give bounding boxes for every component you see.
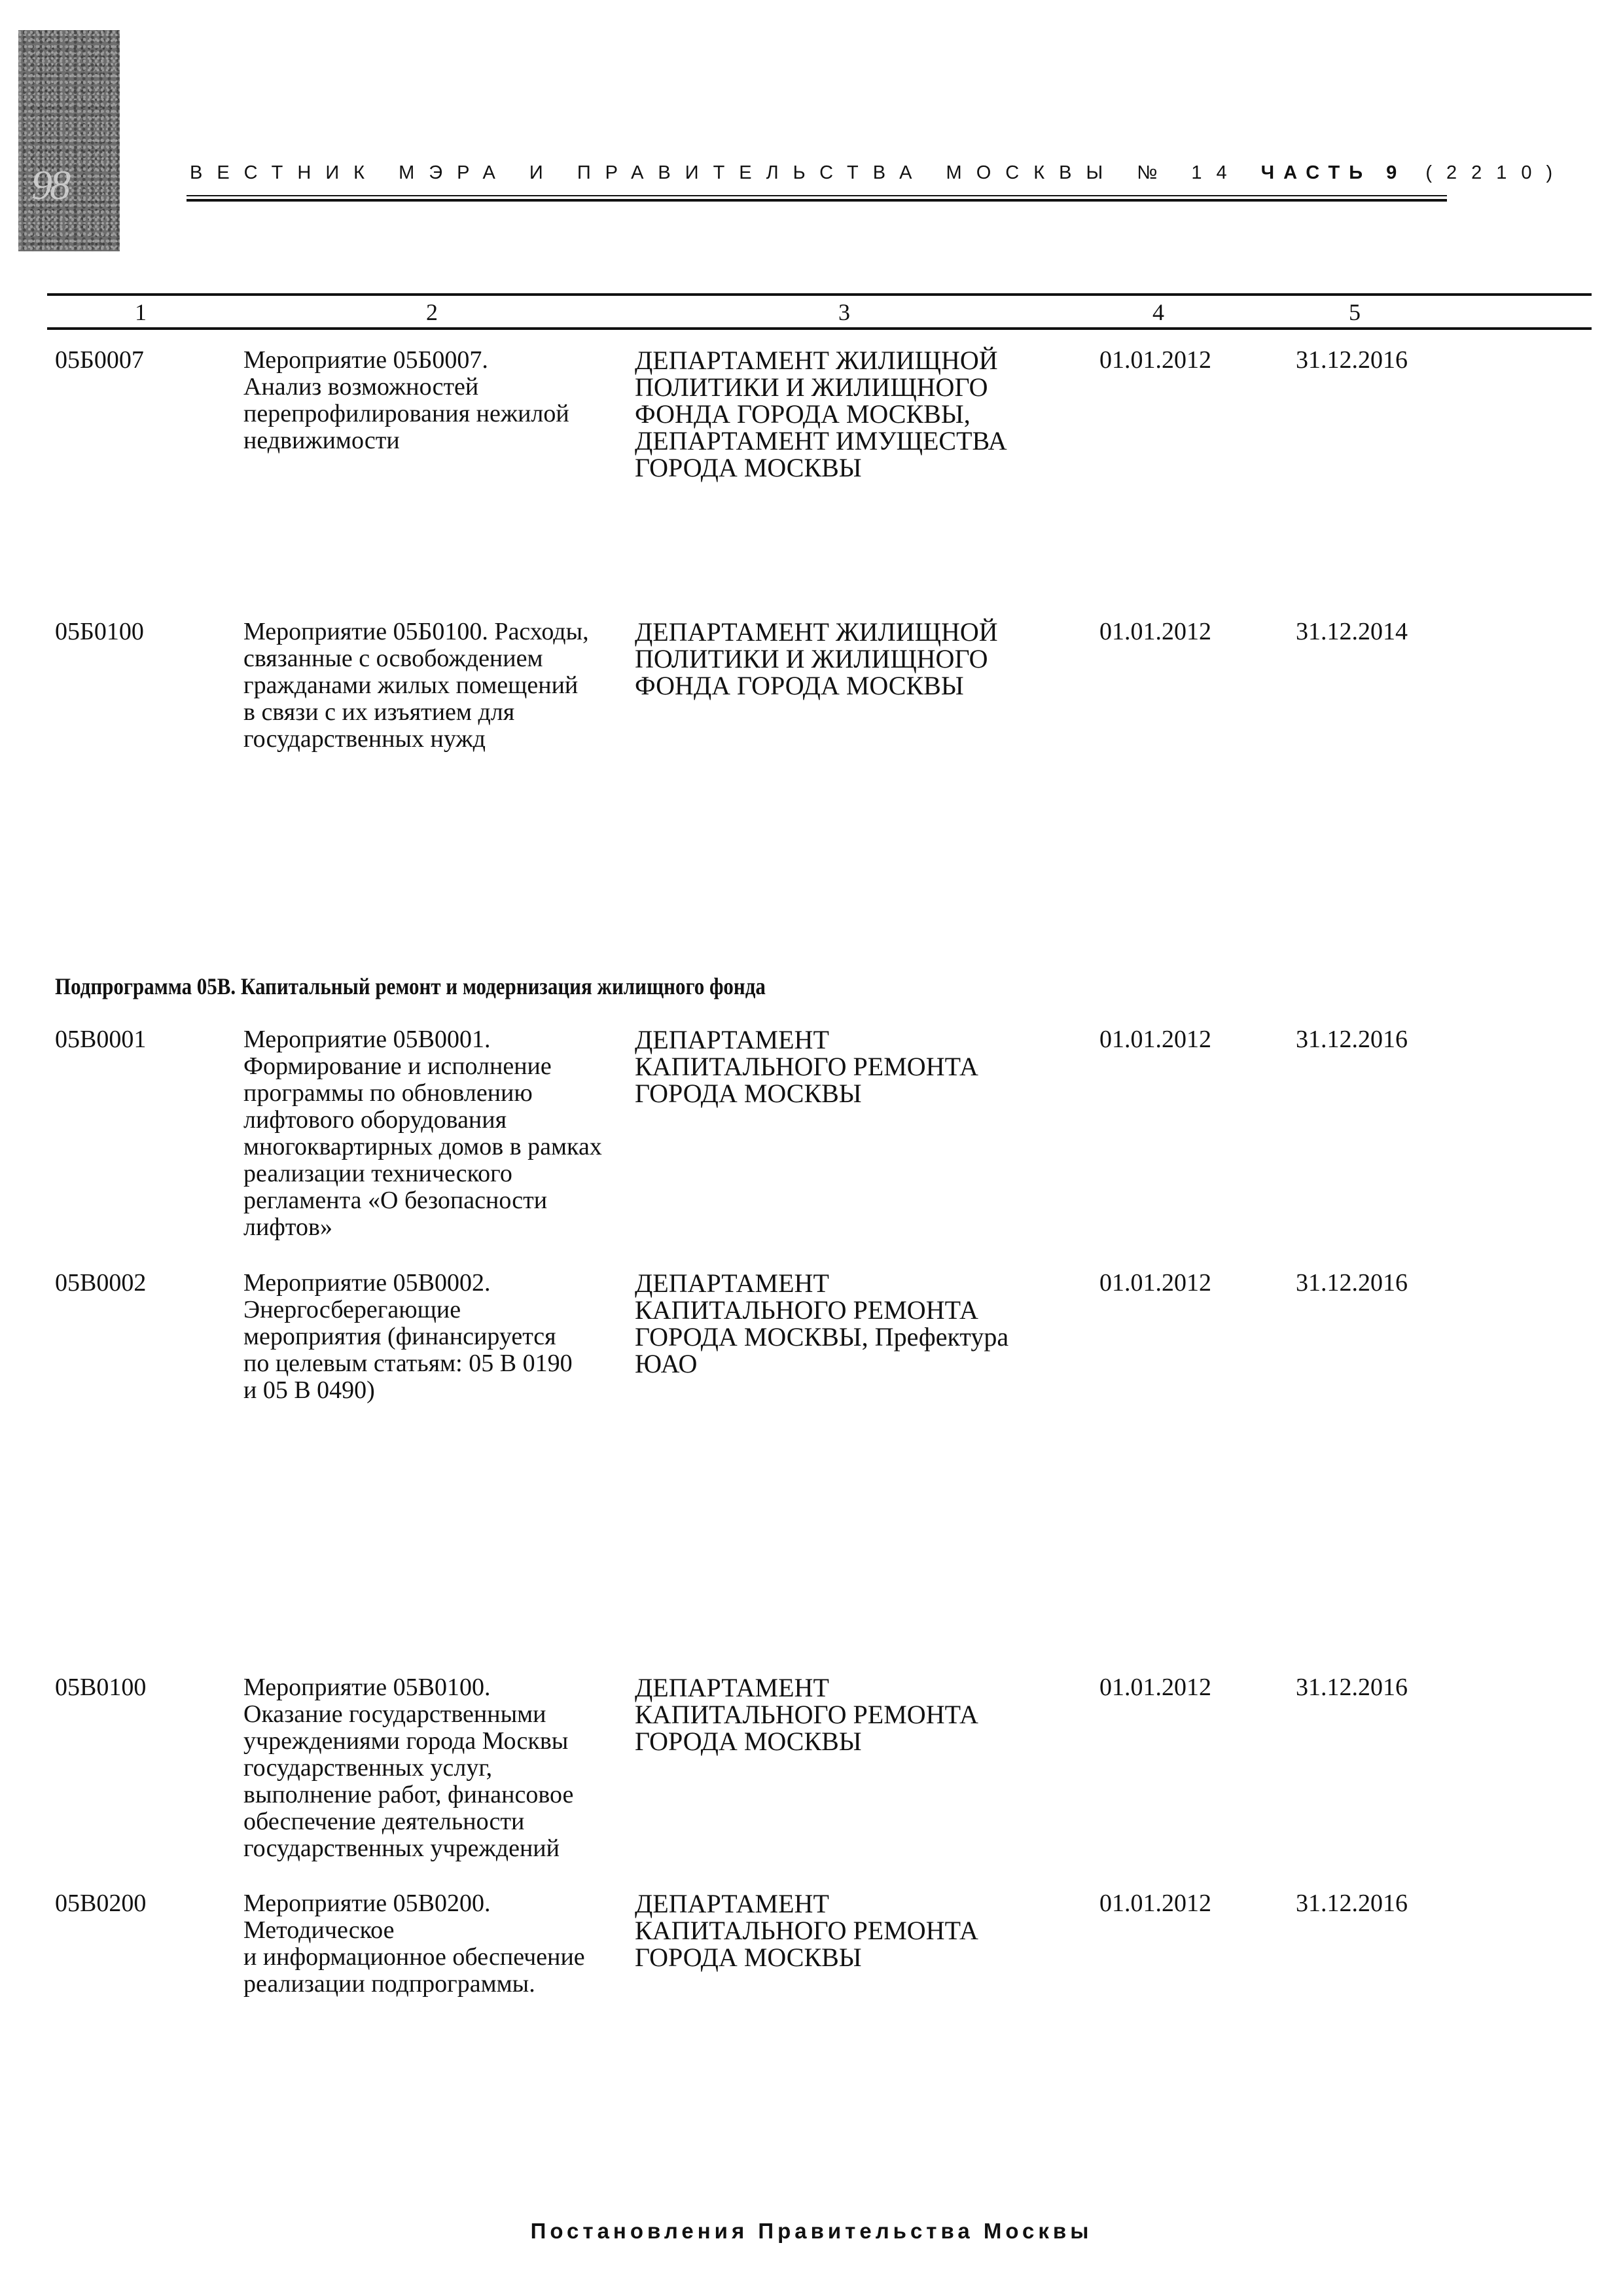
row-code: 05В0001 — [55, 1026, 147, 1053]
row-name: Мероприятие 05Б0100. Расходы, связанные с освобождением гражданами жилых помещений в связи с их изъятием для государственных нужд — [243, 618, 589, 753]
row-start-date: 01.01.2012 — [1099, 618, 1211, 645]
table-header-rule — [47, 327, 1592, 330]
row-code: 05В0100 — [55, 1674, 147, 1701]
row-end-date: 31.12.2016 — [1296, 1890, 1408, 1917]
page-footer: Постановления Правительства Москвы — [530, 2219, 1093, 2243]
row-end-date: 31.12.2016 — [1296, 1026, 1408, 1053]
row-name: Мероприятие 05В0001. Формирование и исполнение программы по обновлению лифтового оборудования многоквартирных домов в рамках реализации технического регламента «О безопасности лифтов» — [243, 1026, 602, 1241]
column-number-5: 5 — [1349, 299, 1361, 325]
row-name: Мероприятие 05В0200. Методическое и информационное обеспечение реализации подпрограммы. — [243, 1890, 585, 1998]
row-end-date: 31.12.2014 — [1296, 618, 1408, 645]
row-executor: ДЕПАРТАМЕНТ ЖИЛИЩНОЙ ПОЛИТИКИ И ЖИЛИЩНОГО ФОНДА ГОРОДА МОСКВЫ — [635, 617, 998, 700]
header-rule-thick — [187, 199, 1447, 202]
row-start-date: 01.01.2012 — [1099, 1674, 1211, 1701]
page-number-block — [18, 30, 120, 251]
row-executor: ДЕПАРТАМЕНТ КАПИТАЛЬНОГО РЕМОНТА ГОРОДА МОСКВЫ — [635, 1673, 978, 1756]
column-number-4: 4 — [1152, 299, 1164, 325]
row-code: 05Б0007 — [55, 346, 144, 374]
row-end-date: 31.12.2016 — [1296, 346, 1408, 374]
row-code: 05В0002 — [55, 1269, 147, 1297]
page-number: 98 — [31, 162, 68, 208]
row-executor: ДЕПАРТАМЕНТ КАПИТАЛЬНОГО РЕМОНТА ГОРОДА МОСКВЫ, Префектура ЮАО — [635, 1268, 1009, 1378]
table-top-rule — [47, 293, 1592, 296]
row-start-date: 01.01.2012 — [1099, 346, 1211, 374]
journal-title: ВЕСТНИК МЭРА И ПРАВИТЕЛЬСТВА МОСКВЫ — [190, 162, 1118, 183]
part-label: ЧАСТЬ 9 — [1260, 162, 1406, 183]
row-name: Мероприятие 05В0100. Оказание государственными учреждениями города Москвы государственных услуг, выполнение работ, финансовое обеспечение деятельности государственных учреждений — [243, 1674, 574, 1862]
column-number-3: 3 — [838, 299, 850, 325]
row-code: 05Б0100 — [55, 618, 144, 645]
row-executor: ДЕПАРТАМЕНТ КАПИТАЛЬНОГО РЕМОНТА ГОРОДА МОСКВЫ — [635, 1889, 978, 1972]
row-name: Мероприятие 05Б0007. Анализ возможностей перепрофилирования нежилой недвижимости — [243, 346, 569, 454]
row-start-date: 01.01.2012 — [1099, 1269, 1211, 1297]
row-end-date: 31.12.2016 — [1296, 1674, 1408, 1701]
row-code: 05В0200 — [55, 1890, 147, 1917]
row-executor: ДЕПАРТАМЕНТ КАПИТАЛЬНОГО РЕМОНТА ГОРОДА МОСКВЫ — [635, 1025, 978, 1108]
subprogram-heading: Подпрограмма 05В. Капитальный ремонт и модернизация жилищного фонда — [55, 973, 766, 999]
row-start-date: 01.01.2012 — [1099, 1026, 1211, 1053]
header-rule-thin — [187, 195, 1447, 196]
row-executor: ДЕПАРТАМЕНТ ЖИЛИЩНОЙ ПОЛИТИКИ И ЖИЛИЩНОГО ФОНДА ГОРОДА МОСКВЫ, ДЕПАРТАМЕНТ ИМУЩЕСТВА ГОРОДА МОСКВЫ — [635, 346, 1007, 482]
column-number-2: 2 — [426, 299, 438, 325]
issue-number: № 14 — [1137, 162, 1241, 183]
column-number-1: 1 — [135, 299, 147, 325]
serial-number: (2210) — [1425, 162, 1567, 183]
row-end-date: 31.12.2016 — [1296, 1269, 1408, 1297]
row-start-date: 01.01.2012 — [1099, 1890, 1211, 1917]
row-name: Мероприятие 05В0002. Энергосберегающие мероприятия (финансируется по целевым статьям: 05 В 0190 и 05 В 0490) — [243, 1269, 573, 1404]
running-header — [190, 162, 1567, 184]
